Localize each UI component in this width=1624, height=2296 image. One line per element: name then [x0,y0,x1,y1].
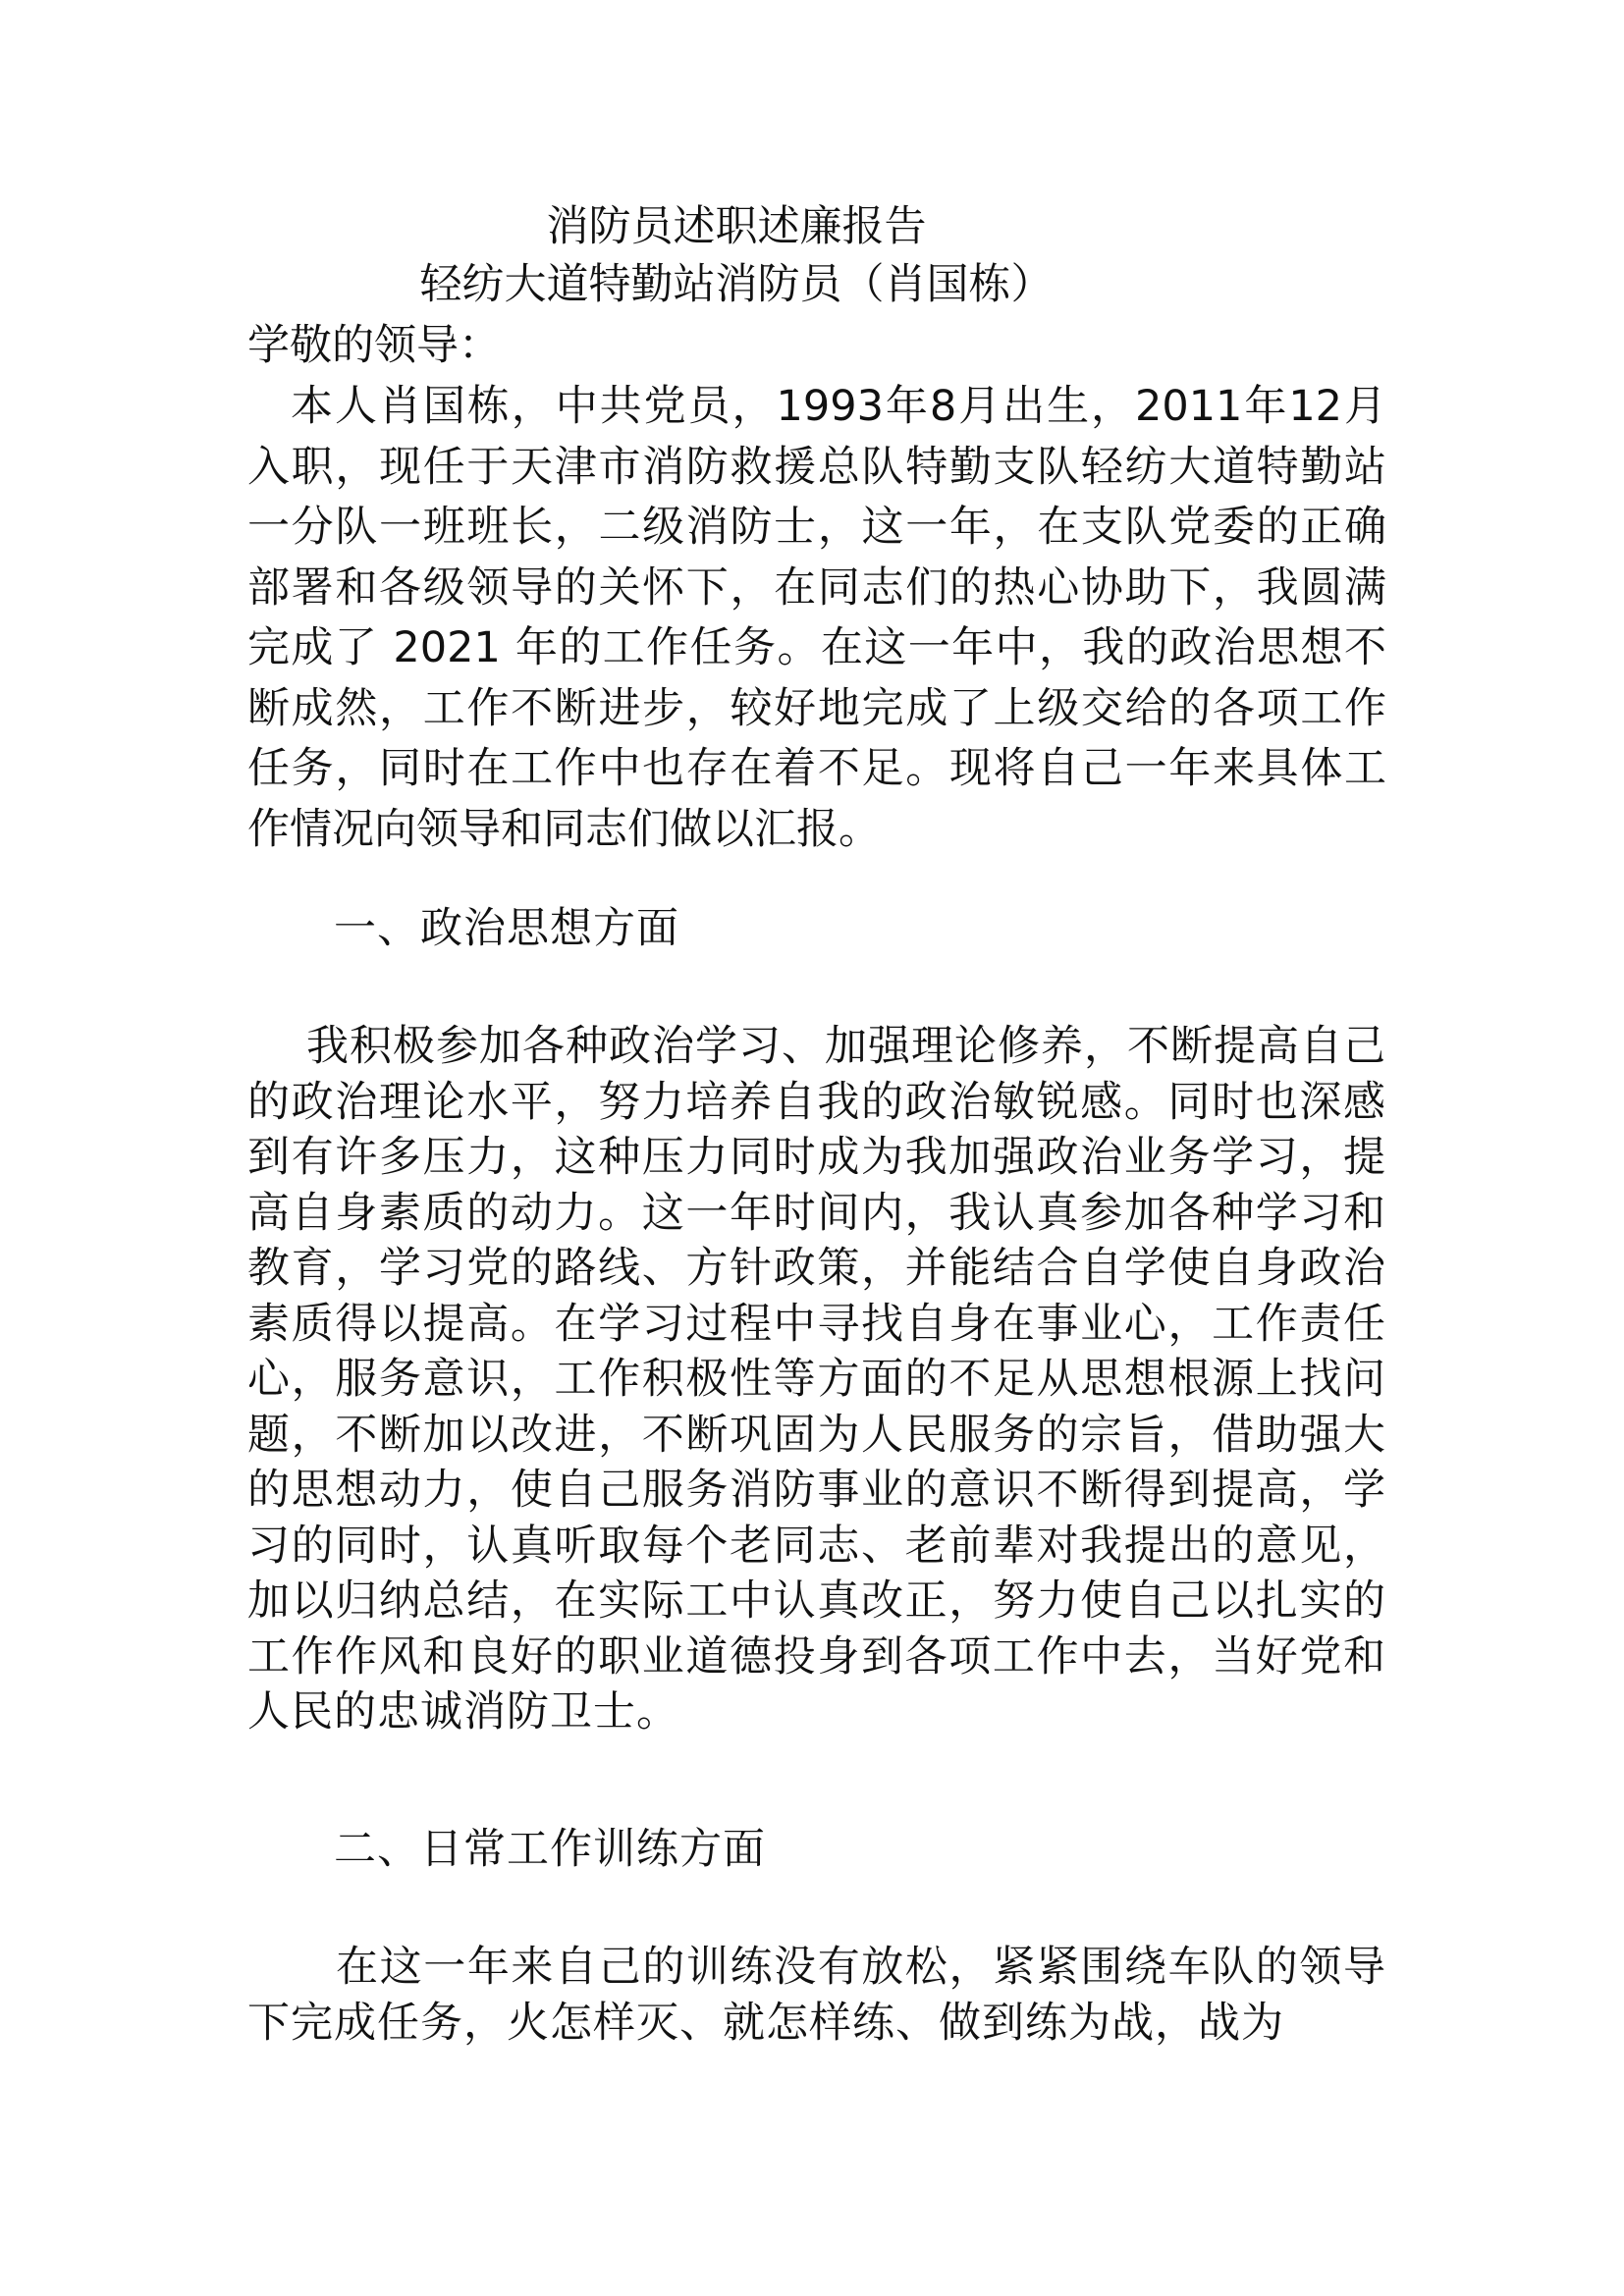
section-body-politics: 我积极参加各种政治学习、加强理论修养，不断提高自己的政治理论水平，努力培养自我的政治敏锐感。同时也深感到有许多压力，这种压力同时成为我加强政治业务学习，提高自身素质的动力。这一年时间内，我认真参加各种学习和教育，学习党的路线、方针政策，并能结合自学使自身政治素质得以提高。在学习过程中寻找自身在事业心，工作责任心，服务意识，工作积极性等方面的不足从思想根源上找问题，不断加以改进，不断巩固为人民服务的宗旨，借助强大的思想动力，使自己服务消防事业的意识不断得到提高，学习的同时，认真听取每个老同志、老前辈对我提出的意见，加以归纳总结，在实际工中认真改正，努力使自己以扎实的工作作风和良好的职业道德投身到各项工作中去，当好党和人民的忠诚消防卫士。 [247,1022,1386,1736]
section-body-training: 在这一年来自己的训练没有放松，紧紧围绕车队的领导下完成任务，火怎样灭、就怎样练、做到练为战，战为 [247,1943,1386,2048]
intro-paragraph: 本人肖国栋，中共党员，1993年8月出生，2011年12月入职，现任于天津市消防救援总队特勤支队轻纺大道特勤站一分队一班班长，二级消防士，这一年，在支队党委的正确部署和各级领导的关怀下，在同志们的热心协助下，我圆满完成了 2021 年的工作任务。在这一年中，我的政治思想不断成然，工作不断进步，较好地完成了上级交给的各项工作任务，同时在工作中也存在着不足。现将自己一年来具体工作情况向领导和同志们做以汇报。 [247,382,1386,854]
document-title: 消防员述职述廉报告 [546,202,927,251]
section-heading-training: 二、日常工作训练方面 [334,1825,766,1874]
document-subtitle: 轻纺大道特勤站消防员（肖国栋） [419,260,1054,309]
salutation: 学敬的领导： [247,321,501,370]
section-heading-politics: 一、政治思想方面 [334,904,679,953]
